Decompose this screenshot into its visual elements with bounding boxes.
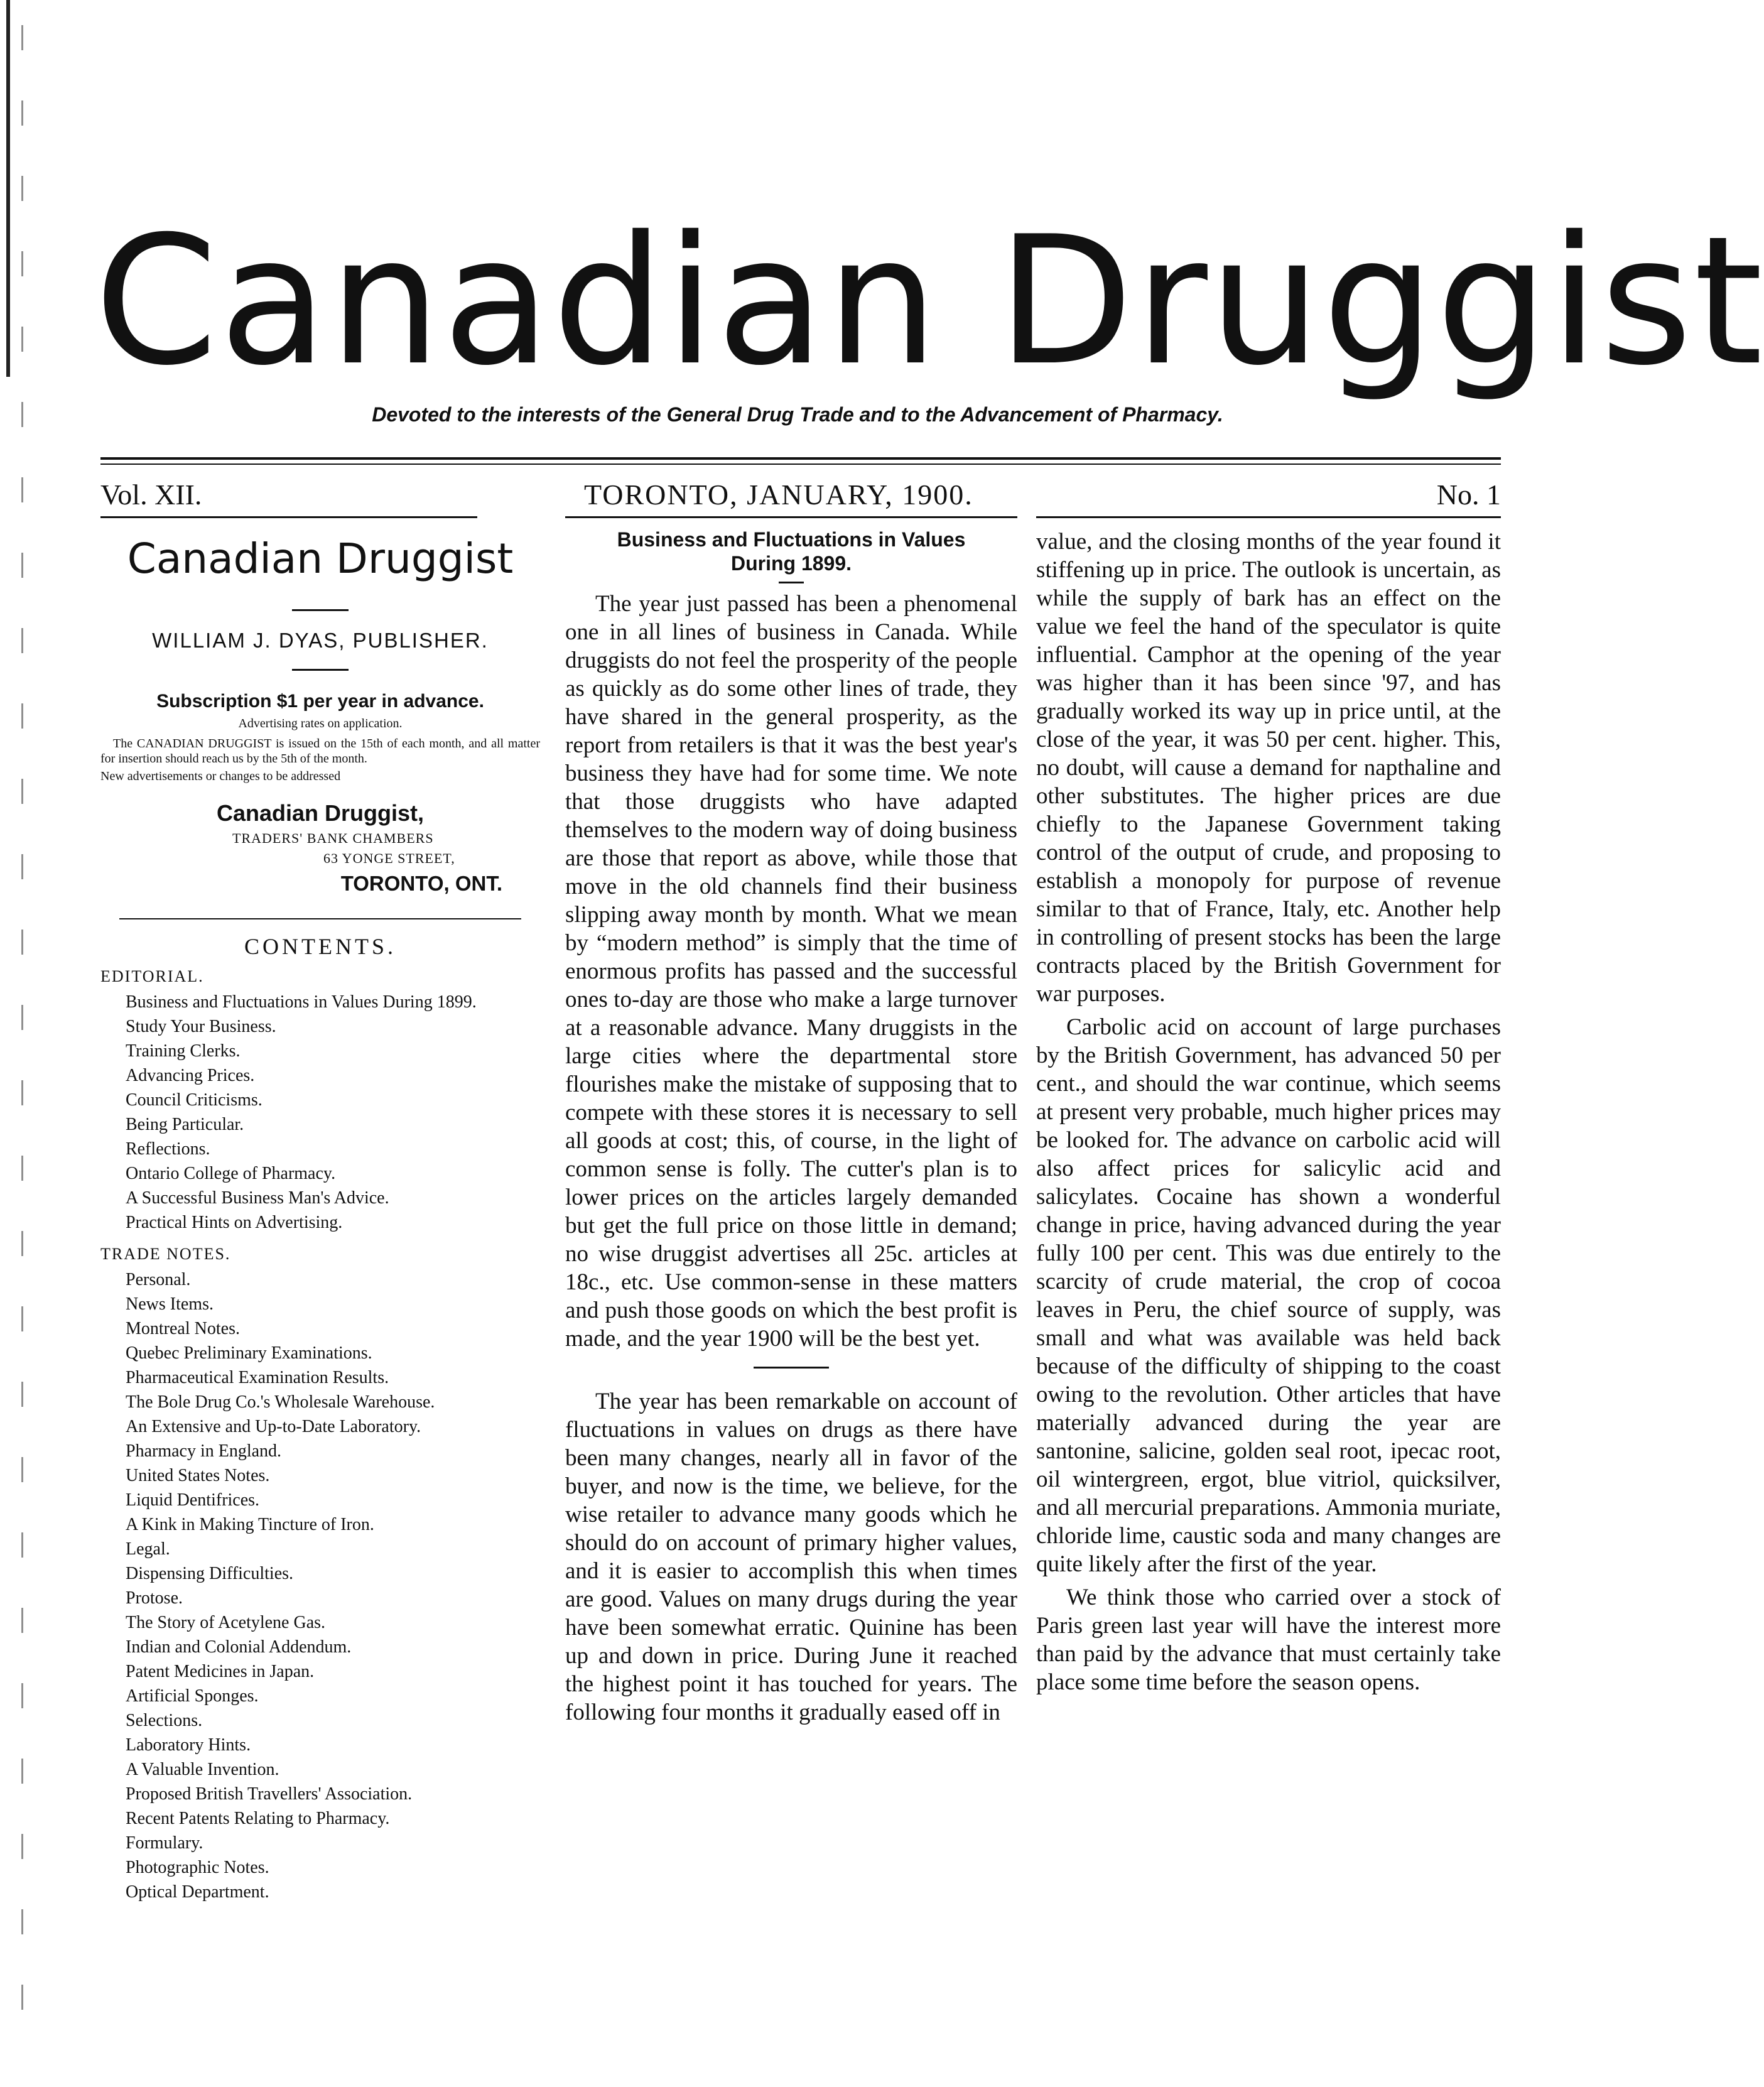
sidebar-pub-title: Canadian Druggist [127, 534, 514, 583]
publisher-name: WILLIAM J. DYAS, PUBLISHER. [152, 629, 489, 652]
toc-item: Selections. [126, 1711, 203, 1730]
masthead-rule-bottom-right [1036, 516, 1501, 518]
volume-label: Vol. XII. [100, 479, 202, 511]
toc-item: Ontario College of Pharmacy. [126, 1164, 336, 1183]
toc-item: The Story of Acetylene Gas. [126, 1613, 326, 1632]
toc-item: Montreal Notes. [126, 1319, 240, 1338]
trade-notes-label: TRADE NOTES. [100, 1245, 231, 1263]
article-paragraph: value, and the closing months of the year found it stiffening up in price. The outlook is uncertain, as while the supply of bark has an effect on the value we feel the hand of the speculator is quite influential. Camphor at the opening of the year was higher than it has been since '97, and has gradually worked its way up in price until, at the close of the year, it was 50 per cent. higher. This, no doubt, will cause a demand for napthaline and other substitutes. The higher prices are due chiefly to the Japanese Government taking control of the output of crude, and proposing to establish a monopoly for purpose of revenue similar to that of France, Italy, etc. Another help in controlling of present stocks has been the large contracts placed by the British Government for war purposes. [1036, 529, 1501, 1007]
toc-item: Dispensing Difficulties. [126, 1564, 294, 1583]
article-paragraph: The year has been remarkable on account of fluctuations in values on drugs as there have been many changes, nearly all in favor of the buyer, and now is the time, we believe, for the wise retailer to advance many goods which he should do on account of primary higher values, and it is easier to accomplish this when times are good. Values on many drugs during the year have been somewhat erratic. Quinine has been up and down in price. During June it reached the highest point it has touched for years. The following four months it gradually eased off in [565, 1389, 1017, 1725]
editorial-list [100, 990, 540, 1235]
ad-rates: Advertising rates on application. [238, 717, 403, 730]
masthead-rule-top [100, 457, 1501, 460]
masthead-rule-bottom [100, 516, 477, 518]
issue-bar [100, 476, 1501, 514]
address-line-1: TRADERS' BANK CHAMBERS [232, 830, 434, 846]
address-note: New advertisements or changes to be addressed [100, 769, 341, 783]
toc-item: Pharmaceutical Examination Results. [126, 1368, 389, 1387]
toc-item: Practical Hints on Advertising. [126, 1213, 343, 1232]
toc-item: A Successful Business Man's Advice. [126, 1188, 389, 1208]
article-paragraph: The year just passed has been a phenomenal one in all lines of business in Canada. While druggists do not feel the prosperity of the people as quickly as do some other lines of trade, they have shared in the general prosperity, as the report from retailers is that it was the best year's business they have had for some time. We note that those druggists who have adapted themselves to the modern way of doing business are those that report as above, while those that move in the old channels find their business slipping away month by month. What we mean by “modern method” is simply that the time of enormous profits has passed and the successful ones to-day are those who make a large turnover at a reasonable advance. Many druggists in the large cities where the departmental store flourishes make the mistake of supposing that to compete with these stores it is necessary to sell all goods at cost; this, of course, in the light of common sense is folly. The cutter's plan is to lower prices on the articles largely demanded but get the full price on those little in demand; no wise druggist advertises all 25c. articles at 18c., etc. Use common-sense in these matters and push those goods on which the best profit is made, and the year 1900 will be the best yet. [565, 591, 1017, 1352]
subscription-line: Subscription $1 per year in advance. [156, 691, 484, 712]
address-name: Canadian Druggist, [216, 800, 425, 826]
toc-item: Being Particular. [126, 1115, 244, 1134]
toc-item: Laboratory Hints. [126, 1735, 251, 1755]
toc-item: Indian and Colonial Addendum. [126, 1637, 352, 1657]
contents-rule [119, 918, 521, 919]
toc-item: Optical Department. [126, 1882, 269, 1902]
masthead-tagline: Devoted to the interests of the General Drug Trade and to the Advancement of Pharmacy. [372, 403, 1223, 426]
toc-item: A Valuable Invention. [126, 1760, 279, 1779]
dateline: TORONTO, JANUARY, 1900. [584, 479, 973, 511]
article-paragraph: We think those who carried over a stock of Paris green last year will have the interest more than paid by the advance that must certainly take place some time before the season opens. [1036, 1585, 1501, 1695]
toc-item: Personal. [126, 1270, 191, 1289]
masthead-title: Canadian Druggist [94, 198, 1764, 404]
toc-item: Protose. [126, 1588, 183, 1608]
toc-item: Formulary. [126, 1833, 203, 1853]
address-line-2: 63 YONGE STREET, [323, 850, 455, 866]
article-heading-rule [779, 582, 804, 583]
issue-number: No. 1 [1436, 479, 1501, 511]
toc-item: Artificial Sponges. [126, 1686, 259, 1706]
toc-item: Patent Medicines in Japan. [126, 1662, 315, 1681]
binding-shadow [21, 25, 23, 2035]
toc-item: Study Your Business. [126, 1017, 276, 1036]
binding-rule [6, 0, 10, 377]
toc-item: Pharmacy in England. [126, 1441, 282, 1461]
toc-item: Proposed British Travellers' Association. [126, 1784, 413, 1804]
toc-item: Legal. [126, 1539, 170, 1559]
toc-item: The Bole Drug Co.'s Wholesale Warehouse. [126, 1392, 435, 1412]
toc-item: Quebec Preliminary Examinations. [126, 1343, 372, 1363]
toc-item: Training Clerks. [126, 1041, 241, 1061]
toc-item: United States Notes. [126, 1466, 270, 1485]
editorial-label: EDITORIAL. [100, 967, 204, 985]
toc-item: News Items. [126, 1294, 214, 1314]
toc-item: Council Criticisms. [126, 1090, 262, 1110]
contents-title: CONTENTS. [244, 934, 396, 959]
sidebar-rule [292, 609, 349, 611]
article-heading: Business and Fluctuations in Values During 1899. [617, 528, 966, 575]
toc-item: An Extensive and Up-to-Date Laboratory. [126, 1417, 421, 1436]
sidebar-rule [292, 669, 349, 671]
section-divider [754, 1367, 829, 1369]
toc-item: Photographic Notes. [126, 1858, 269, 1877]
toc-item: Recent Patents Relating to Pharmacy. [126, 1809, 390, 1828]
masthead-rule-top-2 [100, 463, 1501, 465]
article-column-1 [565, 528, 1017, 1727]
toc-item: Liquid Dentifrices. [126, 1490, 260, 1510]
toc-item: A Kink in Making Tincture of Iron. [126, 1515, 374, 1534]
masthead-rule-bottom-mid [565, 516, 1017, 518]
toc-item: Business and Fluctuations in Values During 1899. [126, 992, 477, 1012]
toc-item: Advancing Prices. [126, 1066, 255, 1085]
issue-note: The CANADIAN DRUGGIST is issued on the 15th of each month, and all matter for insertion should reach us by the 5th of the month. [100, 737, 540, 766]
toc-item: Reflections. [126, 1139, 210, 1159]
address-city: TORONTO, ONT. [340, 872, 502, 895]
sidebar [100, 528, 540, 1904]
article-column-2 [1036, 528, 1501, 1696]
article-paragraph: Carbolic acid on account of large purchases by the British Government, has advanced 50 per cent., and should the war continue, which seems at present very probable, much higher prices may be looked for. The advance on carbolic acid will also affect prices for salicylic acid and salicylates. Cocaine has shown a wonderful change in price, having advanced during the year fully 100 per cent. This was due entirely to the scarcity of crude material, the crop of cocoa leaves in Peru, the chief source of supply, was small and what was available was held back because of the difficulty of shipping to the coast owing to the revolution. Other articles that have materially advanced during the year are santonine, salicine, golden seal root, ipecac root, oil wintergreen, ergot, blue vitriol, quicksilver, and all mercurial preparations. Ammonia muriate, chloride lime, caustic soda and many changes are quite likely after the first of the year. [1036, 1014, 1501, 1577]
trade-notes-list [100, 1267, 540, 1904]
